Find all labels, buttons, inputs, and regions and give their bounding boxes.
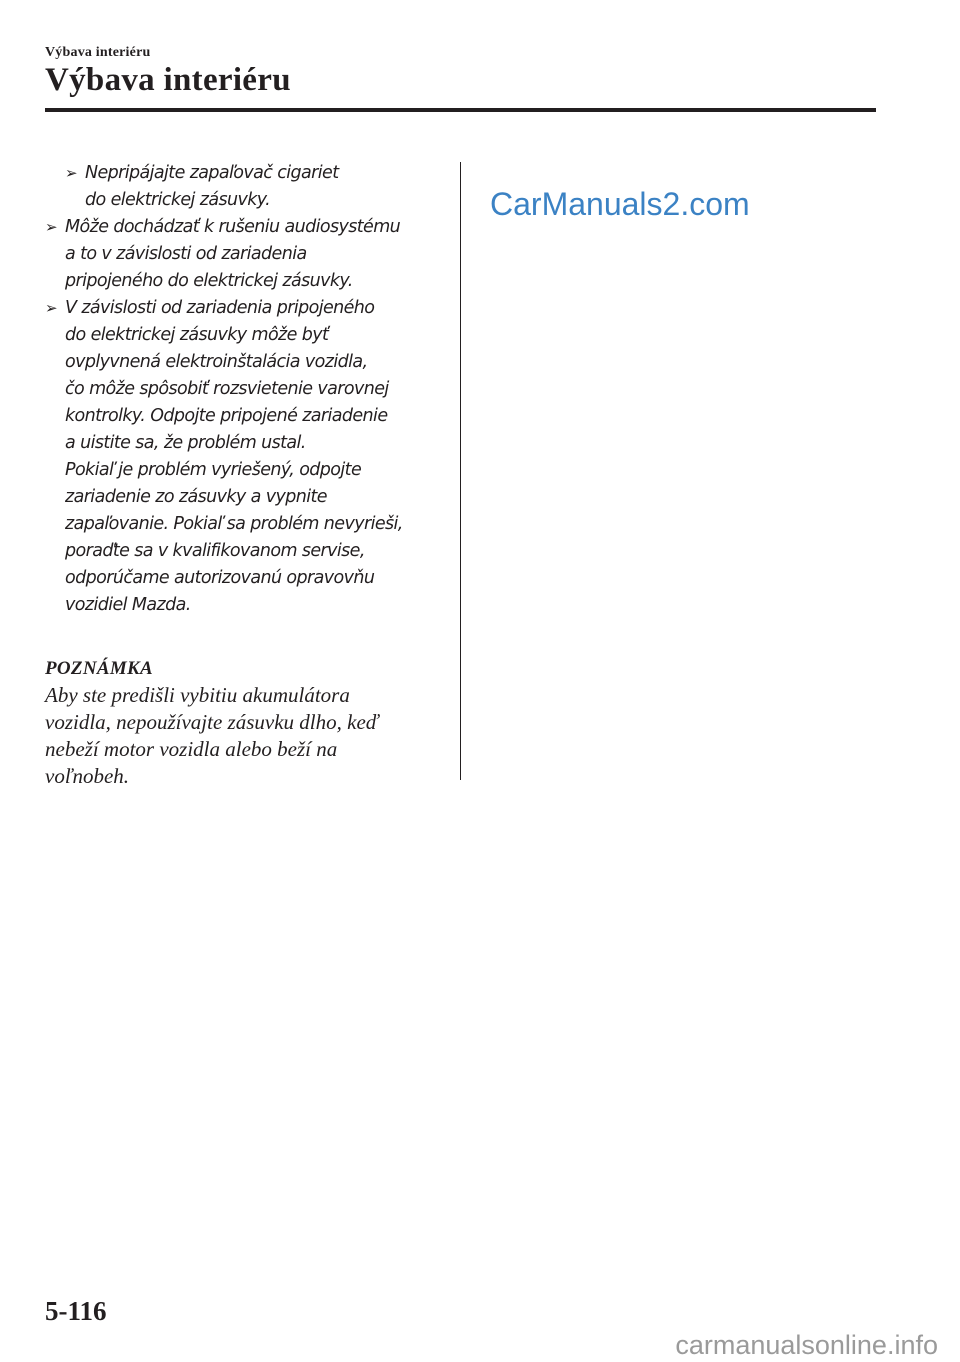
arrow-bullet-icon: ➢ — [45, 299, 57, 317]
list-item — [45, 295, 445, 619]
footer-watermark-link[interactable]: carmanualsonline.info — [675, 1330, 938, 1360]
list-item — [65, 160, 445, 214]
note-block — [45, 655, 445, 790]
watermark-link[interactable]: CarManuals2.com — [490, 186, 750, 222]
arrow-bullet-icon: ➢ — [45, 218, 57, 236]
list-item-text: V závislosti od zariadenia pripojeného do elektrickej zásuvky môže byť ovplyvnená elektroinštalácia vozidla, čo môže spôsobiť rozsvietenie varovnej kontrolky. Odpojte pripojené zariadenie a uistite sa, že problém ustal. Pokiaľ je problém vyriešený, odpojte zariadenie zo zásuvky a vypnite zapaľovanie. Pokiaľ sa problém nevyrieši, poraďte sa v kvalifikovanom servise, odporúčame autorizovanú opravovňu vozidiel Mazda. — [65, 298, 403, 615]
column-divider — [460, 162, 461, 780]
title-rule — [45, 108, 876, 112]
list-item-text: Môže dochádzať k rušeniu audiosystému a to v závislosti od zariadenia pripojeného do elektrickej zásuvky. — [65, 217, 401, 291]
bullet-list — [45, 160, 445, 619]
arrow-bullet-icon: ➢ — [65, 164, 77, 182]
running-head: Výbava interiéru — [45, 45, 151, 60]
list-item-text: Nepripájajte zapaľovač cigariet do elektrickej zásuvky. — [85, 163, 339, 210]
note-body: Aby ste predišli vybitiu akumulátora vozidla, nepoužívajte zásuvku dlho, keď nebeží motor vozidla alebo beží na voľnobeh. — [45, 683, 379, 788]
page-number: 5-116 — [45, 1296, 107, 1326]
left-column — [45, 160, 445, 790]
list-item — [45, 214, 445, 295]
note-heading: POZNÁMKA — [45, 658, 153, 679]
page-title: Výbava interiéru — [45, 62, 291, 98]
